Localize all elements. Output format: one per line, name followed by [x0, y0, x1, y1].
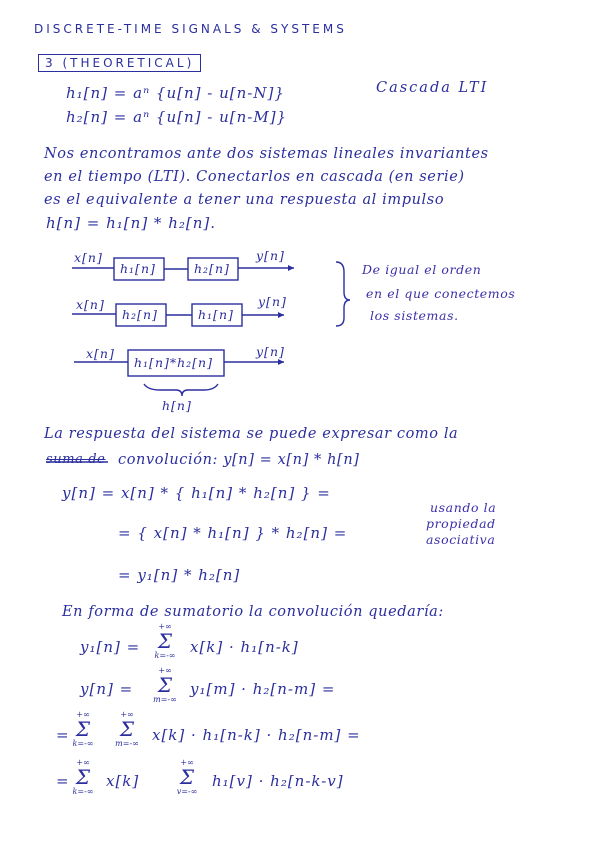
- diagram-row3-block-label: h₁[n]*h₂[n]: [134, 355, 213, 370]
- diagram-row2-block1-label: h₂[n]: [122, 307, 158, 322]
- sum3-sigma-k: [68, 710, 98, 748]
- response-line-2: convolución: y[n] = x[n] * h[n]: [118, 452, 360, 468]
- sum4-pre: =: [56, 772, 70, 790]
- diagram-note-1: De igual el orden: [362, 262, 482, 277]
- diagram-row1-input: x[n]: [74, 250, 103, 265]
- diagram-row3-output: y[n]: [256, 344, 285, 359]
- sigma-icon: Σ: [157, 629, 173, 653]
- response-struck: suma de: [46, 452, 106, 467]
- def-h1: h₁[n] = aⁿ {u[n] - u[n-N]}: [66, 84, 285, 102]
- cascade-note: Cascada LTI: [376, 80, 489, 96]
- sum3-sigma-m: [112, 710, 142, 748]
- sum3-k-lower: k=-∞: [72, 739, 94, 748]
- sigma-icon: Σ: [75, 765, 91, 789]
- derivation-note-3: asociativa: [426, 532, 496, 547]
- derivation-eq-2: = { x[n] * h₁[n] } * h₂[n] =: [118, 524, 348, 542]
- sums-intro: En forma de sumatorio la convolución quedaría:: [62, 604, 444, 620]
- sum3-m-upper: +∞: [120, 710, 134, 719]
- sum2-lhs: y[n] =: [80, 680, 134, 698]
- sum4-sigma-k: [68, 758, 98, 796]
- sum4-v-upper: +∞: [180, 758, 194, 767]
- sum1-sigma: [150, 622, 180, 660]
- intro-line-3: es el equivalente a tener una respuesta al impulso: [44, 192, 445, 208]
- sigma-icon: Σ: [179, 765, 195, 789]
- sum4-k-upper: +∞: [76, 758, 90, 767]
- diagram-row2-input: x[n]: [76, 297, 105, 312]
- sigma-icon: Σ: [75, 717, 91, 741]
- diagram-row1-block1-label: h₁[n]: [120, 261, 156, 276]
- diagram-row3-underbrace: [144, 384, 218, 396]
- sum4-mid: x[k]: [106, 772, 140, 790]
- sum2-sigma: [150, 666, 180, 704]
- diagram-note-2: en el que conectemos: [366, 286, 516, 301]
- sum4-k-lower: k=-∞: [72, 787, 94, 796]
- page-header-title: DISCRETE-TIME SIGNALS & SYSTEMS: [34, 22, 347, 36]
- response-line-1: La respuesta del sistema se puede expresar como la: [44, 426, 459, 442]
- intro-line-2: en el tiempo (LTI). Conectarlos en cascada (en serie): [44, 169, 465, 185]
- sum2-lower-limit: m=-∞: [153, 695, 177, 704]
- sum4-rhs: h₁[v] · h₂[n-k-v]: [212, 772, 344, 790]
- sigma-icon: Σ: [157, 673, 173, 697]
- sum2-rhs: y₁[m] · h₂[n-m] =: [190, 680, 336, 698]
- derivation-note-2: propiedad: [426, 516, 496, 531]
- sigma-icon: Σ: [119, 717, 135, 741]
- diagram-row2-block2-label: h₁[n]: [198, 307, 234, 322]
- derivation-eq-3: = y₁[n] * h₂[n]: [118, 566, 241, 584]
- intro-line-4: h[n] = h₁[n] * h₂[n].: [46, 214, 217, 232]
- sum4-sigma-v: [172, 758, 202, 796]
- intro-line-1: Nos encontramos ante dos sistemas lineales invariantes: [44, 146, 489, 162]
- derivation-eq-1: y[n] = x[n] * { h₁[n] * h₂[n] } =: [62, 484, 331, 502]
- sum4-v-lower: v=-∞: [176, 787, 198, 796]
- arrow-row1: [288, 265, 294, 271]
- sum3-pre: =: [56, 726, 70, 744]
- sum3-rhs: x[k] · h₁[n-k] · h₂[n-m] =: [152, 726, 361, 744]
- sum2-upper-limit: +∞: [158, 666, 172, 675]
- sum3-m-lower: m=-∞: [115, 739, 139, 748]
- diagram-row3-input: x[n]: [86, 346, 115, 361]
- arrow-row2: [278, 312, 284, 318]
- diagram-row2-output: y[n]: [258, 294, 287, 309]
- sum1-rhs: x[k] · h₁[n-k]: [190, 638, 299, 656]
- sum1-lower-limit: k=-∞: [154, 651, 176, 660]
- diagram-right-brace: [336, 262, 350, 326]
- sum1-lhs: y₁[n] =: [80, 638, 141, 656]
- diagram-row1-block2-label: h₂[n]: [194, 261, 230, 276]
- def-h2: h₂[n] = aⁿ {u[n] - u[n-M]}: [66, 108, 288, 126]
- diagram-row1-output: y[n]: [256, 248, 285, 263]
- arrow-row3: [278, 359, 284, 365]
- diagram-row3-under-label: h[n]: [162, 398, 192, 413]
- sum1-upper-limit: +∞: [158, 622, 172, 631]
- derivation-note-1: usando la: [430, 500, 497, 515]
- section-label: 3 (THEORETICAL): [38, 54, 201, 72]
- sum3-k-upper: +∞: [76, 710, 90, 719]
- diagram-note-3: los sistemas.: [370, 308, 459, 323]
